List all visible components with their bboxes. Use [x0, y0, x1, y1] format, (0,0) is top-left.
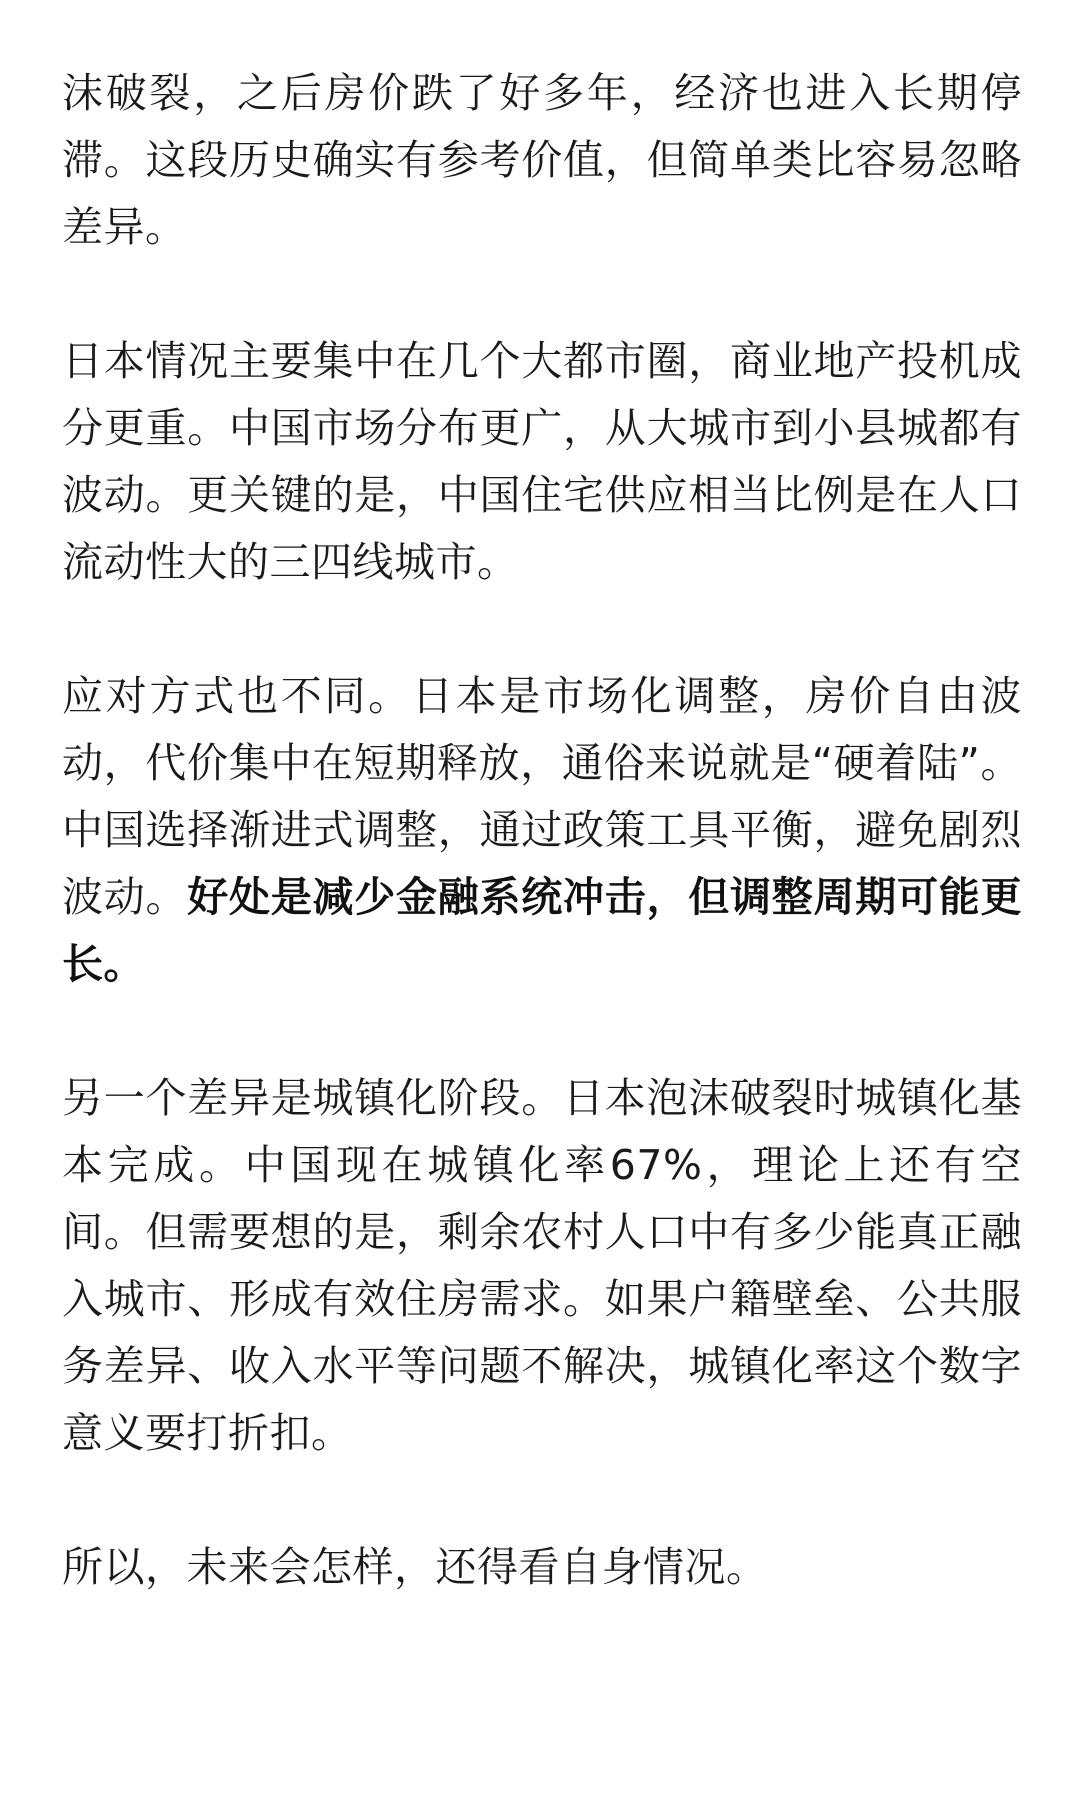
paragraph-4 [62, 1065, 1022, 1467]
paragraph-3-bold-text: 好处是减少金融系统冲击，但调整周期可能更长。 [62, 873, 1022, 988]
paragraph-1 [62, 60, 1022, 261]
paragraph-3 [62, 663, 1022, 998]
paragraph-3-text: 应对方式也不同。日本是市场化调整，房价自由波动，代价集中在短期释放，通俗来说就是“硬着陆”。中国选择渐进式调整，通过政策工具平衡，避免剧烈波动。 [62, 672, 1022, 921]
paragraph-5 [62, 1534, 1022, 1601]
paragraph-5-text: 所以，未来会怎样，还得看自身情况。 [62, 1543, 768, 1591]
paragraph-1-text: 沫破裂，之后房价跌了好多年，经济也进入长期停滞。这段历史确实有参考价值，但简单类比容易忽略差异。 [62, 69, 1022, 251]
paragraph-2-text: 日本情况主要集中在几个大都市圈，商业地产投机成分更重。中国市场分布更广，从大城市到小县城都有波动。更关键的是，中国住宅供应相当比例是在人口流动性大的三四线城市。 [62, 337, 1022, 586]
paragraph-2 [62, 328, 1022, 596]
paragraph-4-text: 另一个差异是城镇化阶段。日本泡沫破裂时城镇化基本完成。中国现在城镇化率67%，理论上还有空间。但需要想的是，剩余农村人口中有多少能真正融入城市、形成有效住房需求。如果户籍壁垒、公共服务差异、收入水平等问题不解决，城镇化率这个数字意义要打折扣。 [62, 1074, 1022, 1457]
